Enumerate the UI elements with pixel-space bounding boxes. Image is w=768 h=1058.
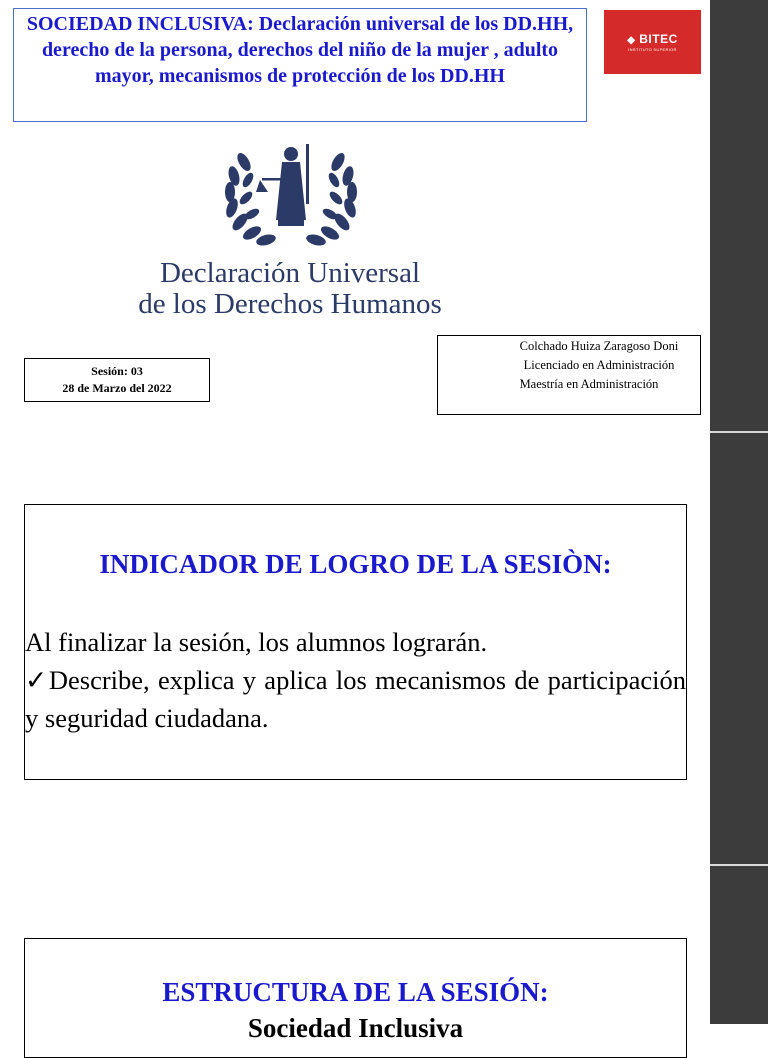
logo-mark-icon: ◆ [627,35,636,46]
indicator-item [25,661,686,737]
author-name: Colchado Huiza Zaragoso Doni [519,339,679,353]
logo-subtitle: INSTITUTO SUPERIOR [628,47,677,52]
bitec-logo [604,10,701,74]
session-number: Sesión: 03 [91,364,143,378]
indicator-intro: Al finalizar la sesión, los alumnos lograrán. [25,627,488,657]
author-degree-1: Licenciado en Administración [523,358,675,372]
author-degree-2: Maestría en Administración [519,377,659,391]
indicator-item-text: Describe, explica y aplica los mecanismos de participación y seguridad ciudadana. [25,665,686,733]
session-date: 28 de Marzo del 2022 [62,381,172,395]
document-title: SOCIEDAD INCLUSIVA: Declaración universal de los DD.HH, derecho de la persona, derechos del niño de la mujer , adulto mayor, mecanismos de protección de los DD.HH [13,8,587,122]
session-info-box [24,358,210,402]
checkmark-icon: ✓ [25,665,49,695]
author-info-box [437,335,701,415]
indicator-title: INDICADOR DE LOGRO DE LA SESIÒN: [99,549,612,579]
indicator-body [25,623,686,737]
achievement-indicator-box [24,504,687,780]
justice-laurel-emblem-icon [222,140,360,252]
scrollbar-separator [710,431,768,433]
structure-subtitle: Sociedad Inclusiva [247,1013,464,1043]
scrollbar-separator [710,864,768,866]
session-structure-box [24,938,687,1058]
logo-brand: ◆ BITEC [627,32,678,46]
declaration-title-line-1: Declaración Universal [159,257,421,289]
declaration-title-line-2: de los Derechos Humanos [138,288,442,320]
structure-title: ESTRUCTURA DE LA SESIÓN: [162,977,549,1007]
scrollbar[interactable] [710,0,768,1024]
declaration-title [90,258,490,320]
